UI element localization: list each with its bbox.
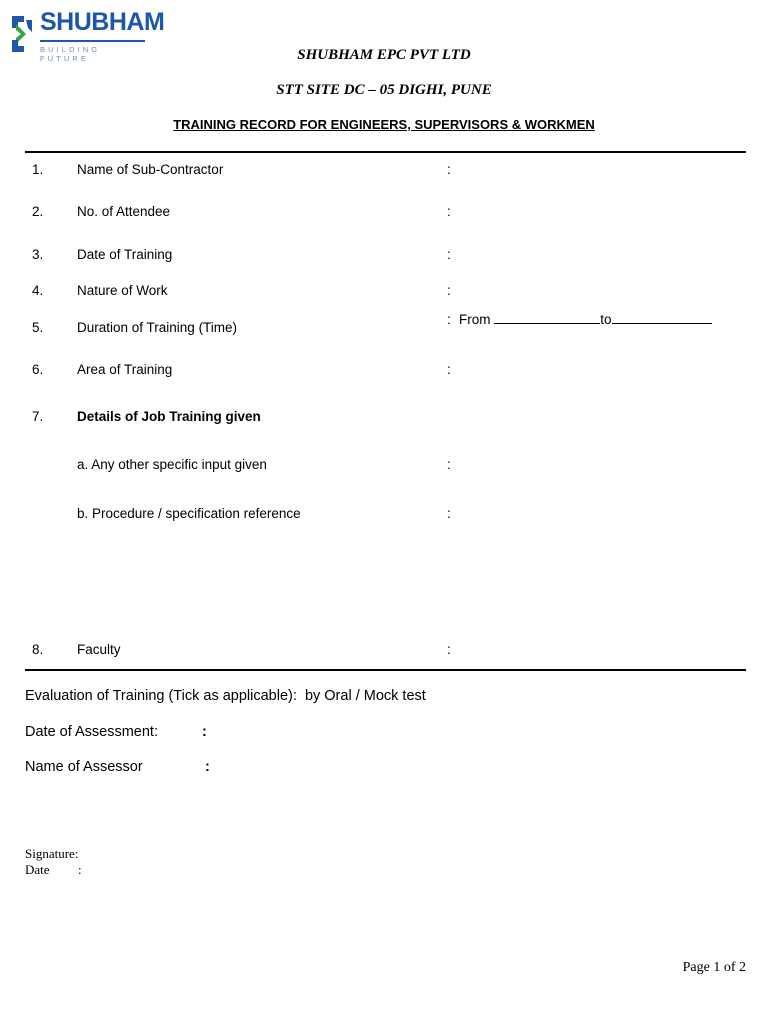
form-title: TRAINING RECORD FOR ENGINEERS, SUPERVISORS & WORKMEN bbox=[173, 117, 595, 132]
top-rule bbox=[25, 151, 746, 153]
item-label: a. Any other specific input given bbox=[77, 457, 267, 472]
item-label: Faculty bbox=[77, 642, 121, 657]
item-label: Area of Training bbox=[77, 362, 173, 377]
item-label: Date of Training bbox=[77, 247, 173, 262]
item-colon: : bbox=[447, 204, 451, 219]
from-label: From bbox=[459, 312, 491, 327]
signature-date-colon: : bbox=[78, 862, 82, 877]
item-colon: : bbox=[447, 312, 451, 327]
item-row-attendee bbox=[0, 204, 768, 224]
company-title: SHUBHAM EPC PVT LTD bbox=[297, 47, 471, 63]
signature-date-label: Date bbox=[25, 862, 50, 877]
logo-tagline: BUILDING FUTURE bbox=[40, 45, 101, 63]
item-label: No. of Attendee bbox=[77, 204, 171, 219]
item-number: 2. bbox=[32, 204, 44, 219]
item-row-duration bbox=[0, 320, 768, 340]
item-label: Details of Job Training given bbox=[77, 409, 261, 424]
item-label: Duration of Training (Time) bbox=[77, 320, 238, 335]
assessor-colon: : bbox=[205, 759, 210, 775]
item-number: 1. bbox=[32, 162, 44, 177]
evaluation-value: by Oral / Mock test bbox=[304, 688, 426, 704]
item-row-faculty bbox=[0, 642, 768, 662]
item-label: Name of Sub-Contractor bbox=[77, 162, 224, 177]
assessor-label: Name of Assessor bbox=[25, 759, 143, 775]
assessment-date-colon: : bbox=[202, 724, 207, 740]
item-colon: : bbox=[447, 283, 451, 298]
item-row-date bbox=[0, 247, 768, 267]
logo-underline bbox=[40, 40, 145, 42]
item-colon: : bbox=[447, 642, 451, 657]
item-label: Nature of Work bbox=[77, 283, 168, 298]
item-colon: : bbox=[447, 162, 451, 177]
item-row-procedure bbox=[0, 506, 768, 526]
item-label: b. Procedure / specification reference bbox=[77, 506, 301, 521]
bottom-rule bbox=[25, 669, 746, 671]
evaluation-label: Evaluation of Training (Tick as applicable): bbox=[25, 688, 297, 704]
item-row-nature-of-work bbox=[0, 283, 768, 303]
item-colon: : bbox=[447, 506, 451, 521]
item-number: 4. bbox=[32, 283, 44, 298]
site-title: STT SITE DC – 05 DIGHI, PUNE bbox=[276, 82, 492, 98]
logo-name: SHUBHAM bbox=[40, 8, 165, 36]
item-number: 6. bbox=[32, 362, 44, 377]
item-number: 8. bbox=[32, 642, 44, 657]
item-colon: : bbox=[447, 362, 451, 377]
item-colon: : bbox=[447, 247, 451, 262]
evaluation-line bbox=[25, 688, 426, 704]
signature-label: Signature: bbox=[25, 846, 79, 861]
item-row-job-training bbox=[0, 409, 768, 429]
to-label: to bbox=[600, 312, 612, 327]
item-number: 3. bbox=[32, 247, 44, 262]
item-colon: : bbox=[447, 457, 451, 472]
item-row-area bbox=[0, 362, 768, 382]
assessment-date-label: Date of Assessment: bbox=[25, 724, 158, 740]
item-number: 7. bbox=[32, 409, 44, 424]
item-row-sub-contractor bbox=[0, 162, 768, 182]
item-number: 5. bbox=[32, 320, 44, 335]
page-number: Page 1 of 2 bbox=[682, 960, 746, 975]
item-row-specific-input bbox=[0, 457, 768, 477]
